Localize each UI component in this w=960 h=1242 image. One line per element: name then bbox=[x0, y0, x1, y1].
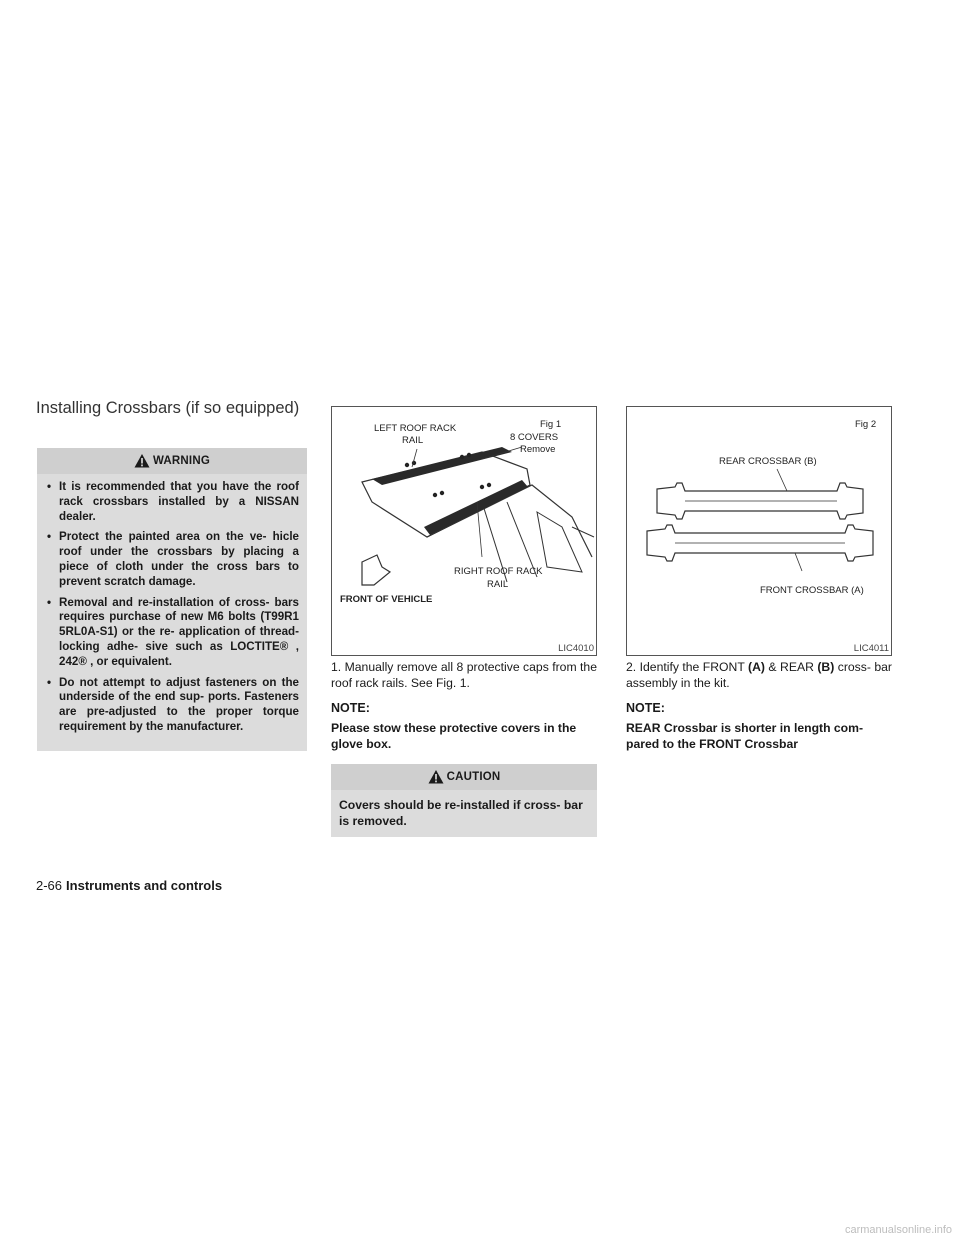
front-crossbar-label: FRONT CROSSBAR (A) bbox=[760, 585, 864, 596]
warning-item: • Protect the painted area on the ve- hicle roof under the crossbars by placing a piece of cloth under the cross bars to prevent scratch damage. bbox=[45, 530, 299, 589]
caution-icon bbox=[428, 769, 444, 785]
warning-label: WARNING bbox=[153, 455, 210, 467]
step2-column bbox=[626, 406, 892, 752]
fig1-label: Fig 1 bbox=[540, 419, 562, 430]
caution-box bbox=[331, 764, 597, 837]
step2-b: (B) bbox=[817, 660, 835, 674]
step2-text bbox=[626, 660, 892, 691]
right-rail-label-2: RAIL bbox=[487, 579, 509, 590]
figure-1 bbox=[331, 406, 597, 656]
figure-code: LIC4011 bbox=[853, 643, 889, 654]
rear-crossbar bbox=[657, 483, 863, 519]
section-title: Installing Crossbars (if so equipped) bbox=[36, 399, 300, 417]
warning-box bbox=[37, 448, 307, 751]
warning-item: • Do not attempt to adjust fasteners on the underside of the end sup- ports. Fasteners are pre-adjusted to the proper torque requirement by the manufacturer. bbox=[45, 676, 299, 735]
rear-crossbar-label: REAR CROSSBAR (B) bbox=[719, 456, 817, 467]
covers-label-2: Remove bbox=[520, 444, 556, 455]
caution-text: Covers should be re-installed if cross- bar is removed. bbox=[339, 798, 583, 828]
roof-rack-illustration bbox=[332, 407, 598, 655]
front-arrow-icon bbox=[362, 555, 390, 585]
right-rail-label-1: RIGHT ROOF RACK bbox=[454, 566, 543, 577]
step2-mid: & REAR bbox=[764, 660, 818, 674]
note-label: NOTE: bbox=[626, 701, 665, 715]
warning-column bbox=[37, 448, 307, 751]
note-label: NOTE: bbox=[331, 701, 370, 715]
left-rail-label-1: LEFT ROOF RACK bbox=[374, 423, 457, 434]
step2-a: (A) bbox=[748, 660, 765, 674]
figure-2 bbox=[626, 406, 892, 656]
figure-code: LIC4010 bbox=[558, 643, 594, 654]
step2-suffix: cross- bar assembly in the kit. bbox=[626, 660, 892, 690]
caution-label: CAUTION bbox=[446, 771, 501, 783]
note-text: REAR Crossbar is shorter in length com- pared to the FRONT Crossbar bbox=[626, 721, 864, 751]
step1-text: 1. Manually remove all 8 protective caps from the roof rack rails. See Fig. 1. bbox=[331, 660, 597, 690]
note-text: Please stow these protective covers in the glove box. bbox=[331, 721, 577, 751]
crossbar-illustration bbox=[627, 407, 893, 655]
watermark[interactable]: carmanualsonline.info bbox=[844, 1224, 952, 1236]
step1-column bbox=[331, 406, 597, 837]
warning-list bbox=[37, 480, 307, 735]
left-rail-label-2: RAIL bbox=[402, 435, 424, 446]
page-footer bbox=[36, 878, 222, 893]
warning-item: • It is recommended that you have the roof rack crossbars installed by a NISSAN dealer. bbox=[45, 480, 299, 524]
covers-label-1: 8 COVERS bbox=[510, 432, 559, 443]
warning-header bbox=[37, 448, 307, 474]
warning-item: • Removal and re-installation of cross- bars requires purchase of new M6 bolts (T99R1 5RL0A-S1) or the re- application of thread-locking adhe- sive such as LOCTITE® , 242® , or equivalent. bbox=[45, 596, 299, 670]
front-of-vehicle-label: FRONT OF VEHICLE bbox=[340, 594, 433, 605]
fig2-label: Fig 2 bbox=[855, 419, 877, 430]
page-number: 2-66 bbox=[36, 878, 63, 893]
warning-icon bbox=[134, 453, 150, 469]
step2-prefix: 2. Identify the FRONT bbox=[626, 660, 749, 674]
caution-header bbox=[331, 764, 597, 790]
front-crossbar bbox=[647, 525, 873, 561]
chapter-title: Instruments and controls bbox=[66, 878, 223, 893]
